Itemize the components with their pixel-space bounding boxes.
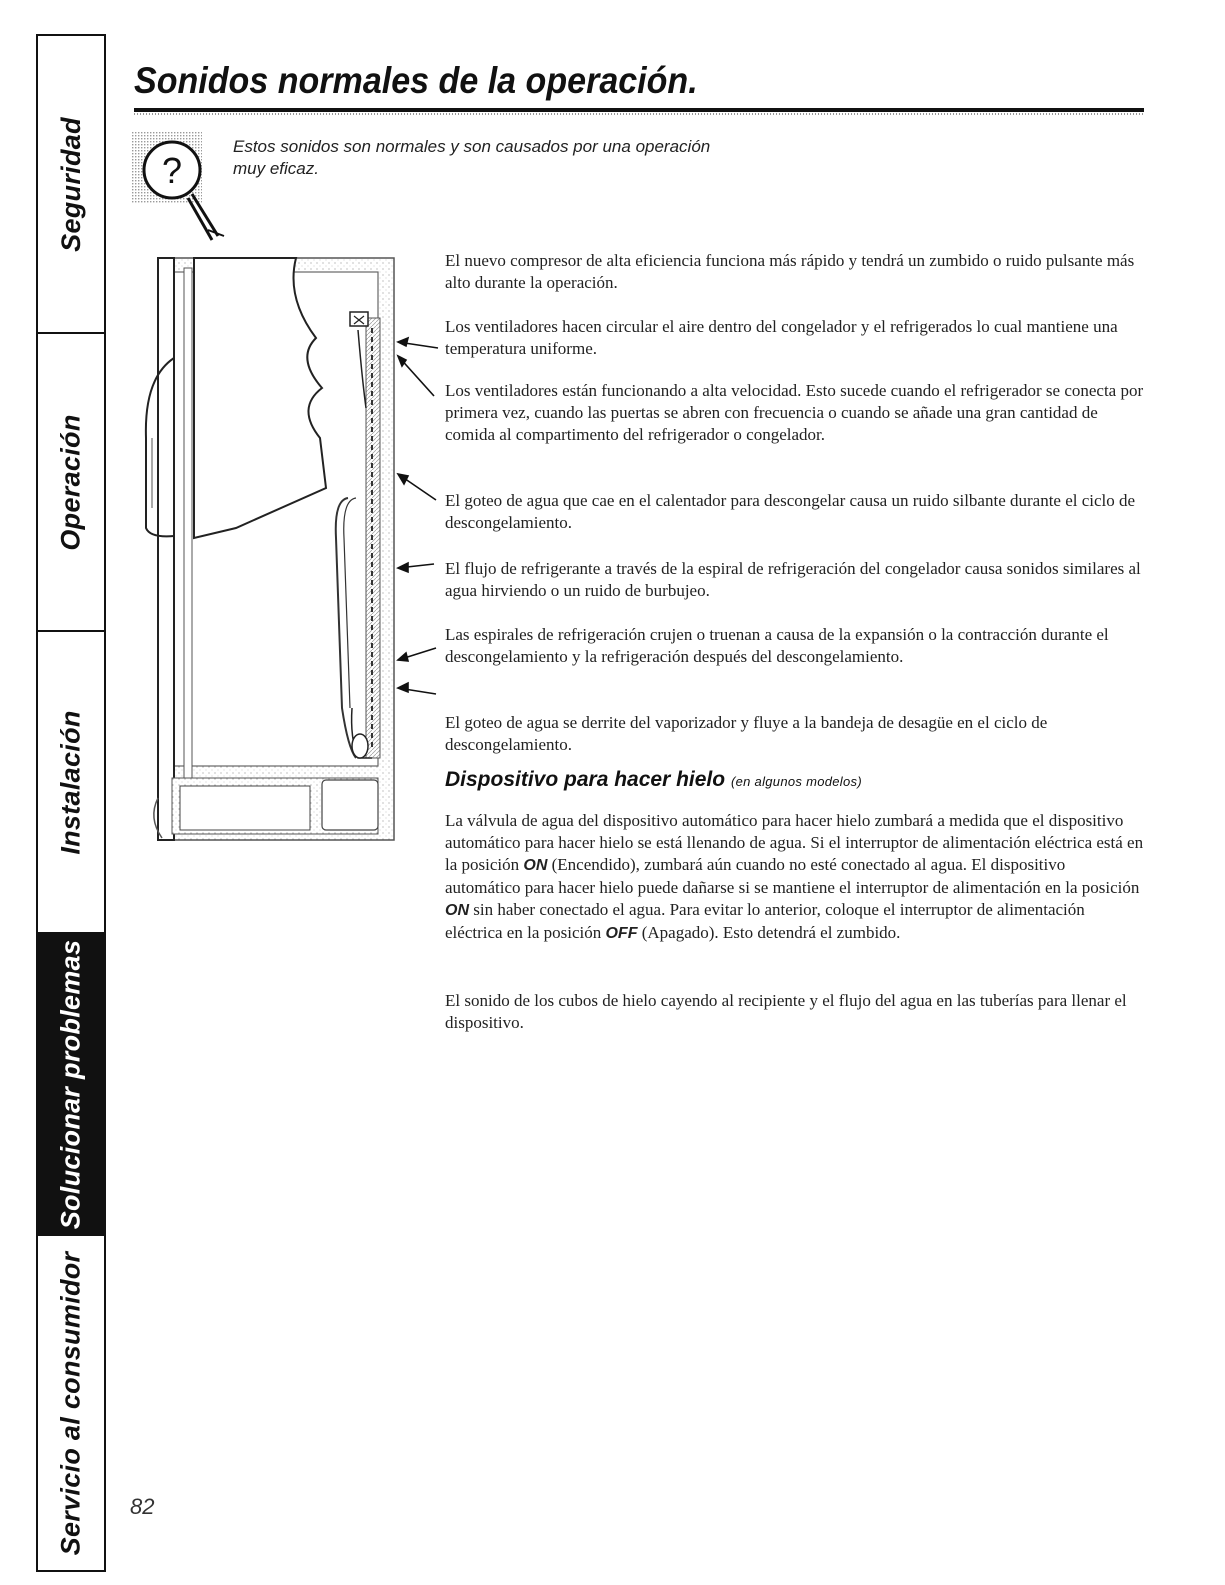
tab-solucionar-problemas[interactable]	[38, 934, 104, 1236]
svg-text:?: ?	[161, 150, 183, 191]
on-keyword: ON	[445, 902, 469, 919]
tab-servicio-al-consumidor[interactable]	[38, 1236, 104, 1570]
refrigerator-cutaway-illustration	[136, 238, 446, 848]
tab-operacion[interactable]	[38, 334, 104, 632]
tab-instalacion[interactable]	[38, 632, 104, 934]
tab-label: Operación	[55, 413, 86, 551]
title-rule	[134, 108, 1144, 112]
ice-maker-heading-text: Dispositivo para hacer hielo	[445, 768, 726, 791]
off-keyword: OFF	[605, 925, 638, 942]
tab-seguridad[interactable]	[38, 36, 104, 334]
ice-text: La válvula de agua del dispositivo automático para hacer hielo zumbará a medida que el dispositivo automático para hacer hielo se está llenando de agua. Si el interruptor de alimentación eléctrica está en la posición	[445, 811, 1144, 874]
side-tab-nav	[36, 34, 106, 1572]
ice-cubes-falling-paragraph: El sonido de los cubos de hielo cayendo al recipiente y el flujo del agua en las tuberías para llenar el dispositivo.	[445, 991, 1127, 1032]
tab-label: Solucionar problemas	[55, 939, 86, 1229]
ice-maker-heading	[445, 768, 862, 792]
page-number: 82	[130, 1494, 155, 1519]
sound-defrost-heater: El goteo de agua que cae en el calentador para descongelar causa un ruido silbante durante el ciclo de descongelamiento.	[445, 491, 1136, 532]
tab-label: Instalación	[55, 709, 86, 855]
ice-text: (Apagado). Esto detendrá el zumbido.	[637, 923, 901, 942]
sound-fans-high-speed: Los ventiladores están funcionando a alta velocidad. Esto sucede cuando el refrigerador se conecta por primera vez, cuando las puertas se abren con frecuencia o cuando se añade una gran cantidad de comida al compartimento del refrigerador o congelador.	[445, 381, 1144, 444]
sound-fans-circulate: Los ventiladores hacen circular el aire dentro del congelador y el refrigerados lo cual mantiene una temperatura uniforme.	[445, 317, 1118, 358]
ice-maker-valve-paragraph	[445, 810, 1145, 945]
sound-coils-crack: Las espirales de refrigeración crujen o truenan a causa de la expansión o la contracción durante el descongelamiento y la refrigeración después del descongelamiento.	[445, 625, 1109, 666]
sound-refrigerant-flow: El flujo de refrigerante a través de la espiral de refrigeración del congelador causa sonidos similares al agua hirviendo o un ruido de burbujeo.	[445, 559, 1141, 600]
ice-maker-heading-note: (en algunos modelos)	[730, 774, 862, 789]
title-rule-dots	[134, 113, 1144, 115]
page-title: Sonidos normales de la operación.	[134, 60, 698, 101]
ice-text: (Encendido), zumbará aún cuando no esté conectado al agua. El dispositivo automático para hacer hielo puede dañarse si se mantiene el interruptor de alimentación en la posición	[445, 855, 1140, 897]
intro-text: Estos sonidos son normales y son causados por una operación muy eficaz.	[233, 137, 711, 178]
on-keyword: ON	[523, 857, 548, 874]
sound-drain-pan: El goteo de agua se derrite del vaporizador y fluye a la bandeja de desagüe en el ciclo de descongelamiento.	[445, 713, 1048, 754]
ice-text: sin haber conectado el agua. Para evitar lo anterior, coloque el interruptor de alimentación eléctrica en la posición	[445, 900, 1085, 942]
question-magnifier-icon	[132, 132, 228, 244]
tab-label: Servicio al consumidor	[55, 1251, 86, 1555]
sound-compressor: El nuevo compresor de alta eficiencia funciona más rápido y tendrá un zumbido o ruido pulsante más alto durante la operación.	[445, 251, 1135, 292]
tab-label: Seguridad	[55, 116, 86, 252]
